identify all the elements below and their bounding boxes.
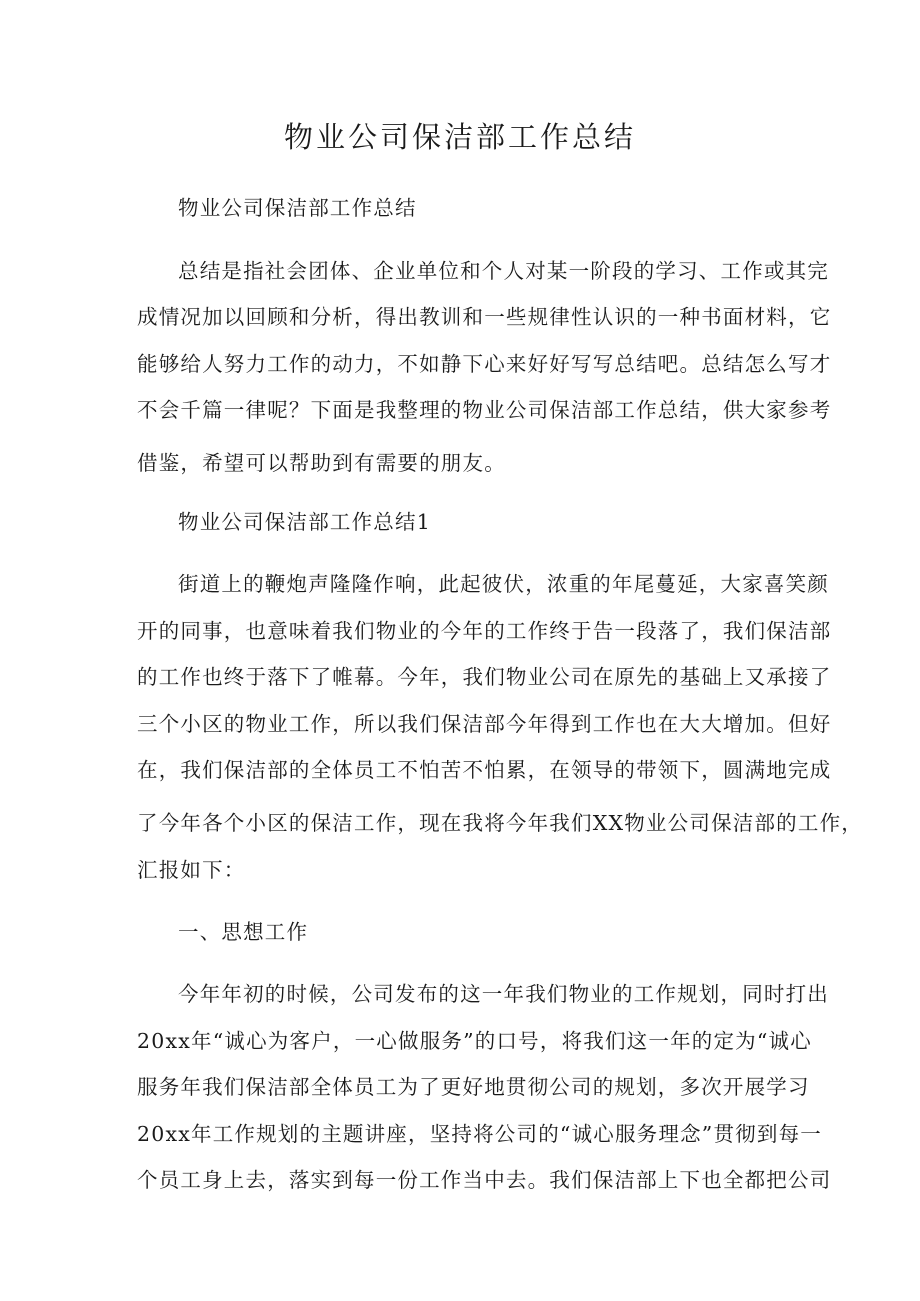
subtitle-line: 物业公司保洁部工作总结 <box>178 196 417 220</box>
section-heading-1: 物业公司保洁部工作总结1 <box>178 510 431 534</box>
body-line-9: 20xx年“诚心为客户，一心做服务”的口号，将我们这一年的定为“诚心 <box>137 1029 812 1053</box>
intro-line-2: 成情况加以回顾和分析，得出教训和一些规律性认识的一种书面材料，它 <box>137 305 832 329</box>
intro-line-5: 借鉴，希望可以帮助到有需要的朋友。 <box>137 451 506 475</box>
body-line-2: 开的同事，也意味着我们物业的今年的工作终于告一段落了，我们保洁部 <box>137 619 832 643</box>
intro-line-3: 能够给人努力工作的动力，不如静下心来好好写写总结吧。总结怎么写才 <box>137 352 832 376</box>
body-line-1: 街道上的鞭炮声隆隆作响，此起彼伏，浓重的年尾蔓延，大家喜笑颜 <box>178 572 829 596</box>
body-line-6: 了今年各个小区的保洁工作，现在我将今年我们XX物业公司保洁部的工作， <box>137 811 863 835</box>
body-line-12: 个员工身上去，落实到每一份工作当中去。我们保洁部上下也全都把公司 <box>137 1168 832 1192</box>
section-heading-2: 一、思想工作 <box>178 920 309 944</box>
body-line-8: 今年年初的时候，公司发布的这一年我们物业的工作规划，同时打出 <box>178 982 829 1006</box>
intro-line-1: 总结是指社会团体、企业单位和个人对某一阶段的学习、工作或其完 <box>178 259 829 283</box>
body-line-11: 20xx年工作规划的主题讲座，坚持将公司的“诚心服务理念”贯彻到每一 <box>137 1122 822 1146</box>
body-line-7: 汇报如下： <box>137 858 246 882</box>
document-title: 物业公司保洁部工作总结 <box>283 120 636 154</box>
body-line-3: 的工作也终于落下了帷幕。今年，我们物业公司在原先的基础上又承接了 <box>137 665 832 689</box>
body-line-10: 服务年我们保洁部全体员工为了更好地贯彻公司的规划，多次开展学习 <box>137 1075 810 1099</box>
body-line-5: 在，我们保洁部的全体员工不怕苦不怕累，在领导的带领下，圆满地完成 <box>137 758 832 782</box>
intro-line-4: 不会千篇一律呢？下面是我整理的物业公司保洁部工作总结，供大家参考 <box>137 398 832 422</box>
body-line-4: 三个小区的物业工作，所以我们保洁部今年得到工作也在大大增加。但好 <box>137 712 832 736</box>
